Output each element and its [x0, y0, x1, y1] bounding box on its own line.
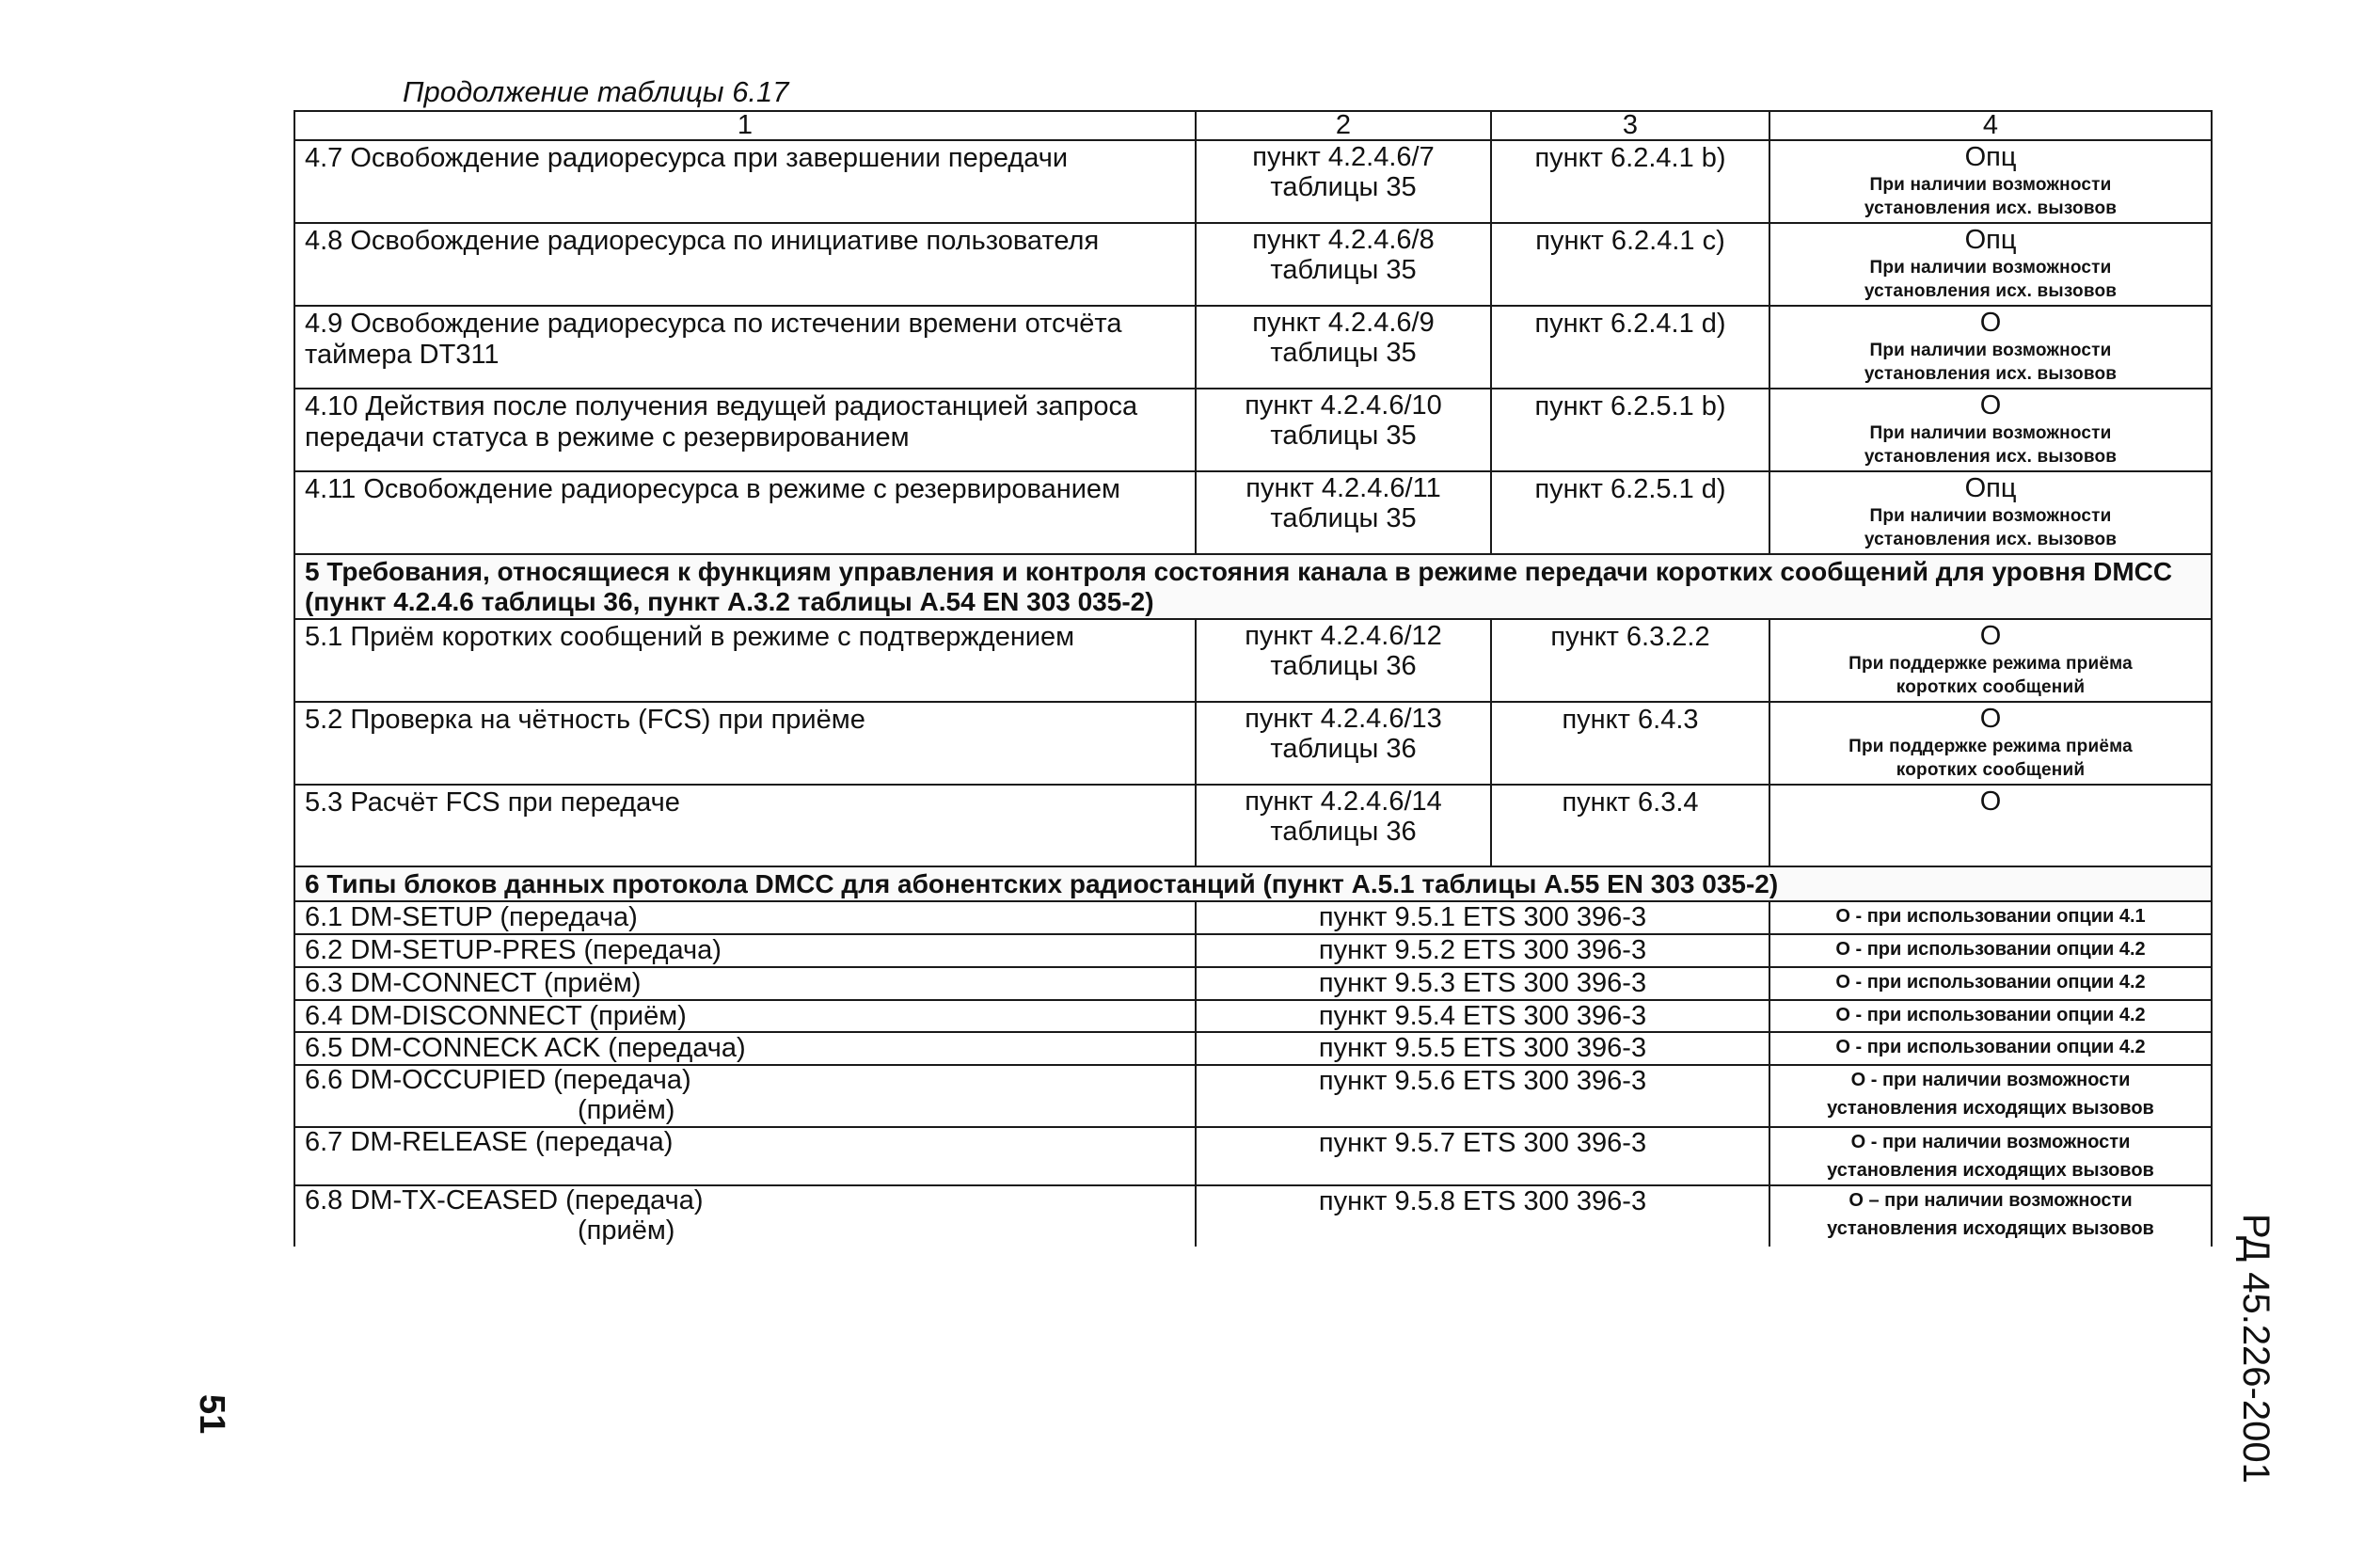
- requirement-cell: 4.8 Освобождение радиоресурса по инициативе пользователя: [294, 223, 1196, 306]
- table-row: [294, 785, 2212, 866]
- table-row: [294, 1065, 2212, 1127]
- table-row: [294, 1000, 2212, 1033]
- reference-cell: пункт 4.2.4.6/8 таблицы 35: [1196, 223, 1491, 306]
- message-type-cell: 6.8 DM-TX-CEASED (передача) (приём): [294, 1185, 1196, 1247]
- table-row: [294, 901, 2212, 934]
- message-type-cell: 6.2 DM-SETUP-PRES (передача): [294, 934, 1196, 967]
- requirement-cell: 5.3 Расчёт FCS при передаче: [294, 785, 1196, 866]
- reference-cell: пункт 9.5.7 ETS 300 396-3: [1196, 1127, 1769, 1185]
- status-cell: Опц При наличии возможности установления исх. вызовов: [1769, 471, 2212, 554]
- requirement-cell: 4.9 Освобождение радиоресурса по истечении времени отсчёта таймера DT311: [294, 306, 1196, 389]
- test-reference-cell: пункт 6.3.2.2: [1491, 619, 1769, 702]
- column-number: 3: [1491, 111, 1769, 140]
- page-number: 51: [192, 1394, 231, 1435]
- requirement-cell: 4.11 Освобождение радиоресурса в режиме с резервированием: [294, 471, 1196, 554]
- table-row: [294, 140, 2212, 223]
- table-row: [294, 1032, 2212, 1065]
- reference-cell: пункт 4.2.4.6/7 таблицы 35: [1196, 140, 1491, 223]
- reference-cell: пункт 4.2.4.6/12 таблицы 36: [1196, 619, 1491, 702]
- reference-cell: пункт 9.5.8 ETS 300 396-3: [1196, 1185, 1769, 1247]
- table-header-row: [294, 111, 2212, 140]
- status-cell: О – при наличии возможности установления исходящих вызовов: [1769, 1185, 2212, 1247]
- reference-cell: пункт 4.2.4.6/11 таблицы 35: [1196, 471, 1491, 554]
- status-cell: О - при использовании опции 4.1: [1769, 901, 2212, 934]
- test-reference-cell: пункт 6.2.5.1 d): [1491, 471, 1769, 554]
- document-code-label: РД 45.226-2001: [2235, 1214, 2277, 1484]
- status-cell: О - при наличии возможности установления исходящих вызовов: [1769, 1127, 2212, 1185]
- table-row: [294, 934, 2212, 967]
- status-cell: О При наличии возможности установления исх. вызовов: [1769, 306, 2212, 389]
- test-reference-cell: пункт 6.2.4.1 c): [1491, 223, 1769, 306]
- status-cell: О При наличии возможности установления исх. вызовов: [1769, 389, 2212, 471]
- message-type-cell: 6.6 DM-OCCUPIED (передача) (приём): [294, 1065, 1196, 1127]
- message-type-cell: 6.1 DM-SETUP (передача): [294, 901, 1196, 934]
- requirement-cell: 5.2 Проверка на чётность (FCS) при приёме: [294, 702, 1196, 785]
- status-cell: О - при использовании опции 4.2: [1769, 1000, 2212, 1033]
- section-heading-row: [294, 554, 2212, 619]
- requirement-cell: 5.1 Приём коротких сообщений в режиме с подтверждением: [294, 619, 1196, 702]
- status-cell: Опц При наличии возможности установления исх. вызовов: [1769, 223, 2212, 306]
- table-row: [294, 1185, 2212, 1247]
- reference-cell: пункт 9.5.6 ETS 300 396-3: [1196, 1065, 1769, 1127]
- section-heading: 6 Типы блоков данных протокола DMCC для абонентских радиостанций (пункт А.5.1 таблицы А.55 EN 303 035-2): [294, 866, 2212, 901]
- message-type-cell: 6.7 DM-RELEASE (передача): [294, 1127, 1196, 1185]
- requirements-table: [294, 110, 2213, 1247]
- test-reference-cell: пункт 6.2.4.1 b): [1491, 140, 1769, 223]
- reference-cell: пункт 4.2.4.6/9 таблицы 35: [1196, 306, 1491, 389]
- reference-cell: пункт 4.2.4.6/10 таблицы 35: [1196, 389, 1491, 471]
- test-reference-cell: пункт 6.4.3: [1491, 702, 1769, 785]
- status-cell: О - при использовании опции 4.2: [1769, 934, 2212, 967]
- status-cell: О - при использовании опции 4.2: [1769, 967, 2212, 1000]
- requirement-cell: 4.7 Освобождение радиоресурса при завершении передачи: [294, 140, 1196, 223]
- reference-cell: пункт 4.2.4.6/13 таблицы 36: [1196, 702, 1491, 785]
- reference-cell: пункт 9.5.5 ETS 300 396-3: [1196, 1032, 1769, 1065]
- message-type-cell: 6.5 DM-CONNECK ACK (передача): [294, 1032, 1196, 1065]
- reference-cell: пункт 9.5.1 ETS 300 396-3: [1196, 901, 1769, 934]
- column-number: 4: [1769, 111, 2212, 140]
- status-cell: О - при наличии возможности установления исходящих вызовов: [1769, 1065, 2212, 1127]
- table-row: [294, 619, 2212, 702]
- table-row: [294, 967, 2212, 1000]
- test-reference-cell: пункт 6.3.4: [1491, 785, 1769, 866]
- reference-cell: пункт 9.5.2 ETS 300 396-3: [1196, 934, 1769, 967]
- table-row: [294, 702, 2212, 785]
- table-row: [294, 1127, 2212, 1185]
- reference-cell: пункт 4.2.4.6/14 таблицы 36: [1196, 785, 1491, 866]
- status-cell: О: [1769, 785, 2212, 866]
- table-row: [294, 389, 2212, 471]
- section-heading: 5 Требования, относящиеся к функциям управления и контроля состояния канала в режиме передачи коротких сообщений для уровня DMCC (пункт 4.2.4.6 таблицы 36, пункт А.3.2 таблицы А.54 EN 303 035-2): [294, 554, 2212, 619]
- table-row: [294, 306, 2212, 389]
- requirement-cell: 4.10 Действия после получения ведущей радиостанцией запроса передачи статуса в режиме с резервированием: [294, 389, 1196, 471]
- test-reference-cell: пункт 6.2.5.1 b): [1491, 389, 1769, 471]
- message-type-cell: 6.3 DM-CONNECT (приём): [294, 967, 1196, 1000]
- status-cell: О При поддержке режима приёма коротких сообщений: [1769, 702, 2212, 785]
- status-cell: О - при использовании опции 4.2: [1769, 1032, 2212, 1065]
- table-caption: Продолжение таблицы 6.17: [403, 75, 789, 108]
- status-cell: О При поддержке режима приёма коротких сообщений: [1769, 619, 2212, 702]
- message-type-cell: 6.4 DM-DISCONNECT (приём): [294, 1000, 1196, 1033]
- section-heading-row: [294, 866, 2212, 901]
- table-row: [294, 471, 2212, 554]
- table-row: [294, 223, 2212, 306]
- column-number: 2: [1196, 111, 1491, 140]
- column-number: 1: [294, 111, 1196, 140]
- status-cell: Опц При наличии возможности установления исх. вызовов: [1769, 140, 2212, 223]
- reference-cell: пункт 9.5.4 ETS 300 396-3: [1196, 1000, 1769, 1033]
- test-reference-cell: пункт 6.2.4.1 d): [1491, 306, 1769, 389]
- reference-cell: пункт 9.5.3 ETS 300 396-3: [1196, 967, 1769, 1000]
